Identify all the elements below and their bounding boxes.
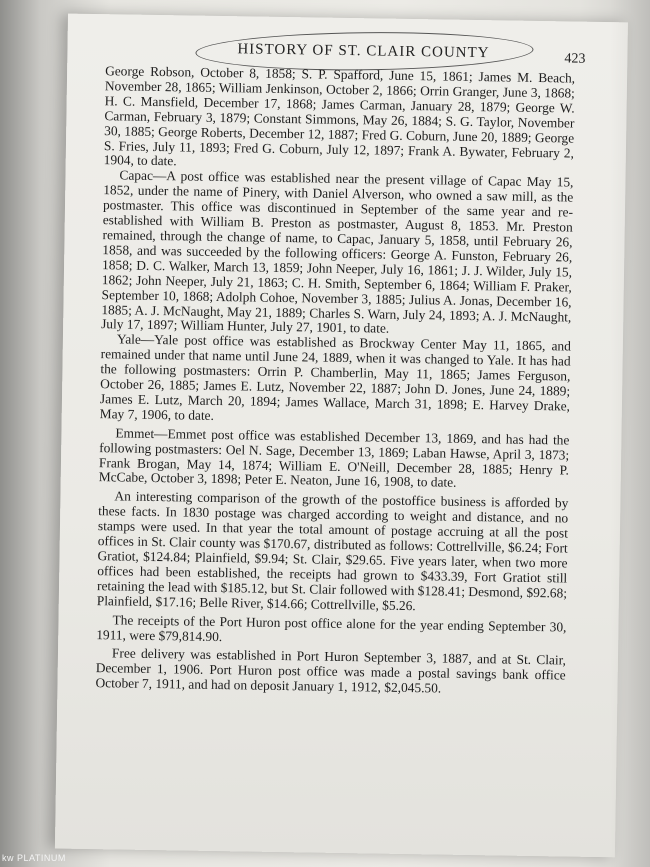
- paragraph-free-delivery: Free delivery was established in Port Huron September 3, 1887, and at St. Clair, December 1, 1906. Port Huron post office was made a postal savings bank office October 7, 1911, and had on deposit January 1, 1912, $2,045.50.: [95, 645, 567, 696]
- page-body: [95, 64, 575, 698]
- book-page: [55, 14, 628, 858]
- watermark: kw PLATINUM: [2, 853, 66, 863]
- paragraph-emmet: Emmet—Emmet post office was established December 13, 1869, and has had the following postmasters: Oel N. Sage, December 13, 1869; Laban Hawse, April 3, 1873; Frank Brogan, May 14, 1874; William E. O'Neill, December 28, 1885; Henry P. McCabe, October 3, 1898; Peter E. Neaton, June 16, 1908, to date.: [98, 425, 570, 491]
- paragraph-capac: Capac—A post office was established near the present village of Capac May 15, 1852, under the name of Pinery, with Daniel Alverson, who owned a saw mill, as the postmaster. This office was discontinued in September of the same year and re-established with William B. Preston as postmaster, August 8, 1853. Mr. Preston remained, through the change of name, to Capac, January 5, 1858, until February 26, 1858, and was succeeded by the following officers: George A. Funston, February 26, 1858; D. C. Walker, March 13, 1859; John Neeper, July 16, 1861; J. J. Wilder, July 15, 1862; John Neeper, July 21, 1863; C. H. Smith, September 6, 1864; William F. Praker, September 10, 1868; Adolph Cohoe, November 3, 1885; Julius A. Jonas, December 16, 1885; A. J. McNaught, May 21, 1889; Charles S. Warn, July 24, 1893; A. J. McNaught, July 17, 1897; William Hunter, July 27, 1901, to date.: [101, 167, 574, 337]
- running-title: HISTORY OF ST. CLAIR COUNTY: [237, 41, 490, 62]
- edge-shadow: [610, 0, 650, 867]
- paragraph-continued-postmasters: George Robson, October 8, 1858; S. P. Spafford, June 15, 1861; James M. Beach, November 28, 1865; William Jenkinson, October 2, 1866; Orrin Granger, June 3, 1868; H. C. Mansfield, December 17, 1868; James Carman, January 28, 1879; George W. Carman, February 3, 1879; Constant Simmons, May 26, 1884; S. G. Taylor, November 30, 1885; George Roberts, December 12, 1887; Fred G. Coburn, June 20, 1889; George S. Fries, July 11, 1893; Fred G. Coburn, July 12, 1897; Frank A. Bywater, February 2, 1904, to date.: [103, 63, 576, 169]
- paragraph-port-huron-receipts: The receipts of the Port Huron post office alone for the year ending September 30, 1911, were $79,814.90.: [96, 612, 567, 644]
- running-header: [203, 38, 523, 65]
- page-number: 423: [564, 51, 586, 67]
- paragraph-yale: Yale—Yale post office was established as Brockway Center May 11, 1865, and remained under that name until June 24, 1889, when it was changed to Yale. It has had the following postmasters: Orrin P. Chamberlin, May 11, 1865; James Ferguson, October 26, 1885; James E. Lutz, November 22, 1887; John D. Jones, June 24, 1889; James E. Lutz, March 20, 1894; James Wallace, March 31, 1898; E. Harvey Drake, May 7, 1906, to date.: [99, 331, 571, 423]
- paragraph-postage-comparison: An interesting comparison of the growth of the postoffice business is afforded by these facts. In 1830 postage was charged according to weight and distance, and no stamps were used. In that year the total amount of postage accruing at all the post offices in St. Clair county was $170.67, distributed as follows: Cottrellville, $6.24; Fort Gratiot, $124.84; Plainfield, $9.94; St. Clair, $29.65. Five years later, when two more offices had been established, the receipts had grown to $433.39, Fort Gratiot still retaining the lead with $185.12, but St. Clair followed with $128.41; Desmond, $92.68; Plainfield, $17.16; Belle River, $14.66; Cottrellville, $5.26.: [96, 488, 569, 613]
